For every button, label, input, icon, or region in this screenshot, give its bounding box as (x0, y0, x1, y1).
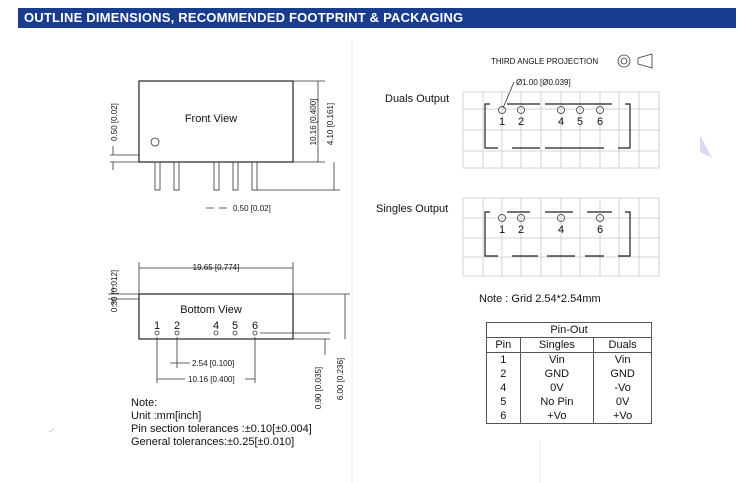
table-row: 4 0V -Vo (487, 381, 652, 395)
notes-general-tolerance: General tolerances:±0.25[±0.010] (131, 436, 295, 448)
pin-table-header: Duals (594, 338, 652, 353)
projection-symbol (491, 54, 652, 68)
notes-block (131, 397, 312, 449)
table-row: 5 No Pin 0V (487, 395, 652, 409)
svg-text:4: 4 (557, 116, 565, 128)
svg-text:1: 1 (498, 116, 506, 128)
svg-text:2: 2 (517, 116, 525, 128)
table-row: 6 +Vo +Vo (487, 409, 652, 424)
front-view-label: Front View (184, 113, 238, 125)
svg-text:4: 4 (557, 224, 565, 236)
hole-note: Ø1.00 [Ø0.039] (516, 78, 571, 87)
svg-text:5: 5 (576, 116, 584, 128)
notes-title: Note: (131, 397, 158, 409)
decorative-mark (700, 135, 712, 158)
front-dim-pin: 4.10 [0.161] (326, 102, 335, 146)
front-dim-left: 0.50 [0.02] (110, 103, 119, 141)
bottom-dim-offset: 0.90 [0.035] (314, 366, 323, 410)
front-dim-height: 10.16 [0.400] (309, 98, 318, 146)
duals-footprint (385, 78, 659, 168)
bottom-view-label: Bottom View (180, 304, 242, 316)
svg-text:2: 2 (173, 320, 181, 332)
duals-label: Duals Output (385, 93, 450, 105)
grid-note: Note : Grid 2.54*2.54mm (479, 293, 601, 305)
svg-text:1: 1 (498, 224, 506, 236)
bottom-view (108, 262, 350, 409)
svg-text:6: 6 (596, 116, 604, 128)
pin-table-header: Singles (520, 338, 594, 353)
pin-table-header: Pin (487, 338, 521, 353)
svg-text:6: 6 (251, 320, 259, 332)
bottom-dim-left: 0.30 [0.012] (110, 269, 119, 313)
notes-unit: Unit :mm[inch] (131, 410, 202, 422)
front-dim-pin-width: 0.50 [0.02] (233, 204, 271, 213)
front-view-mark (151, 138, 159, 146)
svg-text:5: 5 (231, 320, 239, 332)
svg-text:1: 1 (153, 320, 161, 332)
bottom-view-body (139, 294, 293, 339)
singles-label: Singles Output (376, 203, 449, 215)
pin-table-title: Pin-Out (487, 323, 652, 338)
bottom-dim-depth: 6.00 [0.236] (336, 357, 345, 401)
notes-pin-tolerance: Pin section tolerances :±0.10[±0.004] (131, 423, 312, 435)
singles-footprint (376, 198, 659, 276)
pin-out-table (486, 322, 652, 424)
svg-text:2: 2 (517, 224, 525, 236)
bottom-dim-width: 19.65 [0.774] (192, 263, 240, 272)
page-title: OUTLINE DIMENSIONS, RECOMMENDED FOOTPRINT & PACKAGING (24, 10, 464, 25)
table-row: 1 Vin Vin (487, 353, 652, 368)
svg-text:6: 6 (596, 224, 604, 236)
bottom-dim-pitch: 2.54 [0.100] (192, 359, 235, 368)
bottom-dim-span: 10.16 [0.400] (188, 375, 235, 384)
projection-label: THIRD ANGLE PROJECTION (491, 57, 599, 66)
front-view (110, 81, 340, 213)
svg-text:4: 4 (212, 320, 220, 332)
table-row: 2 GND GND (487, 367, 652, 381)
